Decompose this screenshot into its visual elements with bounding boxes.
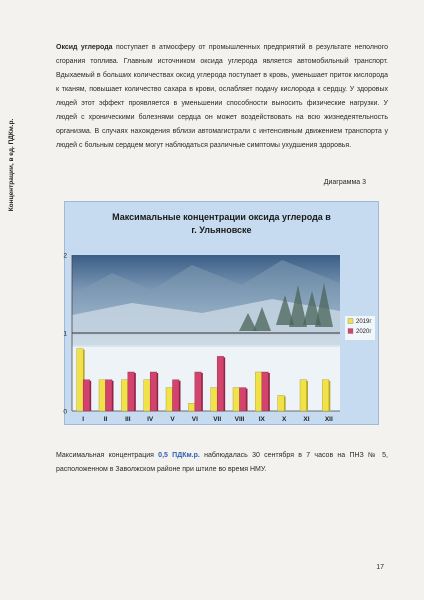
- bar-side: [246, 389, 248, 411]
- caption-paragraph: [56, 449, 388, 477]
- bar-2020г-I: [83, 380, 90, 411]
- bar-2019г-II: [99, 380, 106, 411]
- bar-2020г-IX: [262, 372, 269, 411]
- x-tick-label: XII: [324, 416, 333, 423]
- bar-2019г-VII: [211, 388, 218, 411]
- bar-2019г-IX: [255, 372, 261, 411]
- bar-2020г-III: [128, 372, 135, 411]
- caption-text-post: наблюдалась 30 сентября в 7 часов на ПНЗ № 5, расположенном в Заволжском районе при штиле во время НМУ.: [56, 452, 388, 473]
- x-tick-label: V: [170, 416, 175, 423]
- y-tick-label: 1: [63, 330, 67, 338]
- x-tick-label: I: [82, 416, 85, 423]
- bar-2019г-XI: [300, 380, 307, 411]
- bar-2019г-III: [121, 380, 128, 411]
- page-number: 17: [376, 564, 384, 571]
- x-tick-label: VI: [191, 416, 198, 423]
- x-tick-label: III: [125, 416, 131, 423]
- bar-2020г-IV: [150, 372, 157, 411]
- x-tick-label: II: [103, 416, 108, 423]
- bar-side: [268, 373, 270, 411]
- diagram-label: Диаграмма 3: [323, 179, 366, 186]
- bar-2019г-VI: [188, 403, 195, 411]
- y-axis-label: Концентрации, в ед. ПДКм.р.: [8, 118, 15, 212]
- y-tick-label: 2: [63, 252, 67, 260]
- x-tick-label: VII: [213, 416, 222, 423]
- bar-2019г-V: [166, 388, 173, 411]
- bar-side: [329, 381, 331, 411]
- bar-side: [90, 381, 92, 411]
- bar-2020г-VII: [217, 356, 224, 411]
- bar-side: [284, 396, 286, 411]
- bar-2019г-XII: [322, 380, 329, 411]
- bar-side: [307, 381, 309, 411]
- legend-label: 2020г: [356, 329, 372, 336]
- bar-2020г-VIII: [240, 388, 247, 411]
- legend-swatch: [348, 329, 353, 334]
- chart-title-line2: г. Ульяновске: [191, 225, 252, 235]
- bar-2019г-I: [77, 349, 84, 411]
- x-tick-label: XI: [303, 416, 310, 423]
- bar-2020г-V: [173, 380, 180, 411]
- chart-title-line1: Максимальные концентрации оксида углерода в: [112, 212, 331, 222]
- bar-side: [201, 373, 203, 411]
- x-tick-label: VIII: [234, 416, 245, 423]
- bar-2019г-X: [278, 395, 285, 411]
- paragraph-text: поступает в атмосферу от промышленных предприятий в результате неполного сгорания топлива. Главным источником оксида углерода является автомобильный транспорт. Вдыхаемый в больших количествах оксид углерода поступает в кровь, уменьшает приток кислорода к тканям, повышает количество сахара в крови, ослабляет подачу кислорода к сердцу. У здоровых людей этот эффект проявляется в уменьшении способности выносить физические нагрузки. У людей с хроническими болезнями сердца он может воздействовать на всю жизнедеятельность организма. В случаях нахождения вблизи автомагистрали с интенсивным движением транспорта у людей с больным сердцем могут наблюдаться различные симптомы ухудшения здоровья.: [56, 44, 388, 149]
- legend-label: 2019г: [356, 319, 372, 326]
- paragraph-lead: Оксид углерода: [56, 44, 113, 51]
- legend-swatch: [348, 319, 353, 324]
- bar-2020г-II: [106, 380, 113, 411]
- y-tick-label: 0: [63, 408, 67, 416]
- bar-side: [157, 373, 159, 411]
- x-tick-label: IV: [147, 416, 154, 423]
- x-tick-label: IX: [258, 416, 265, 423]
- bar-2020г-VI: [195, 372, 202, 411]
- bar-side: [134, 373, 136, 411]
- bar-side: [112, 381, 114, 411]
- caption-highlight-value: 0,5 ПДКм.р.: [158, 452, 200, 459]
- bar-2019г-VIII: [233, 388, 240, 411]
- x-tick-label: X: [281, 416, 287, 423]
- bar-side: [224, 357, 226, 411]
- bar-2019г-IV: [144, 380, 151, 411]
- caption-text-pre: Максимальная концентрация: [56, 452, 159, 459]
- bar-side: [179, 381, 181, 411]
